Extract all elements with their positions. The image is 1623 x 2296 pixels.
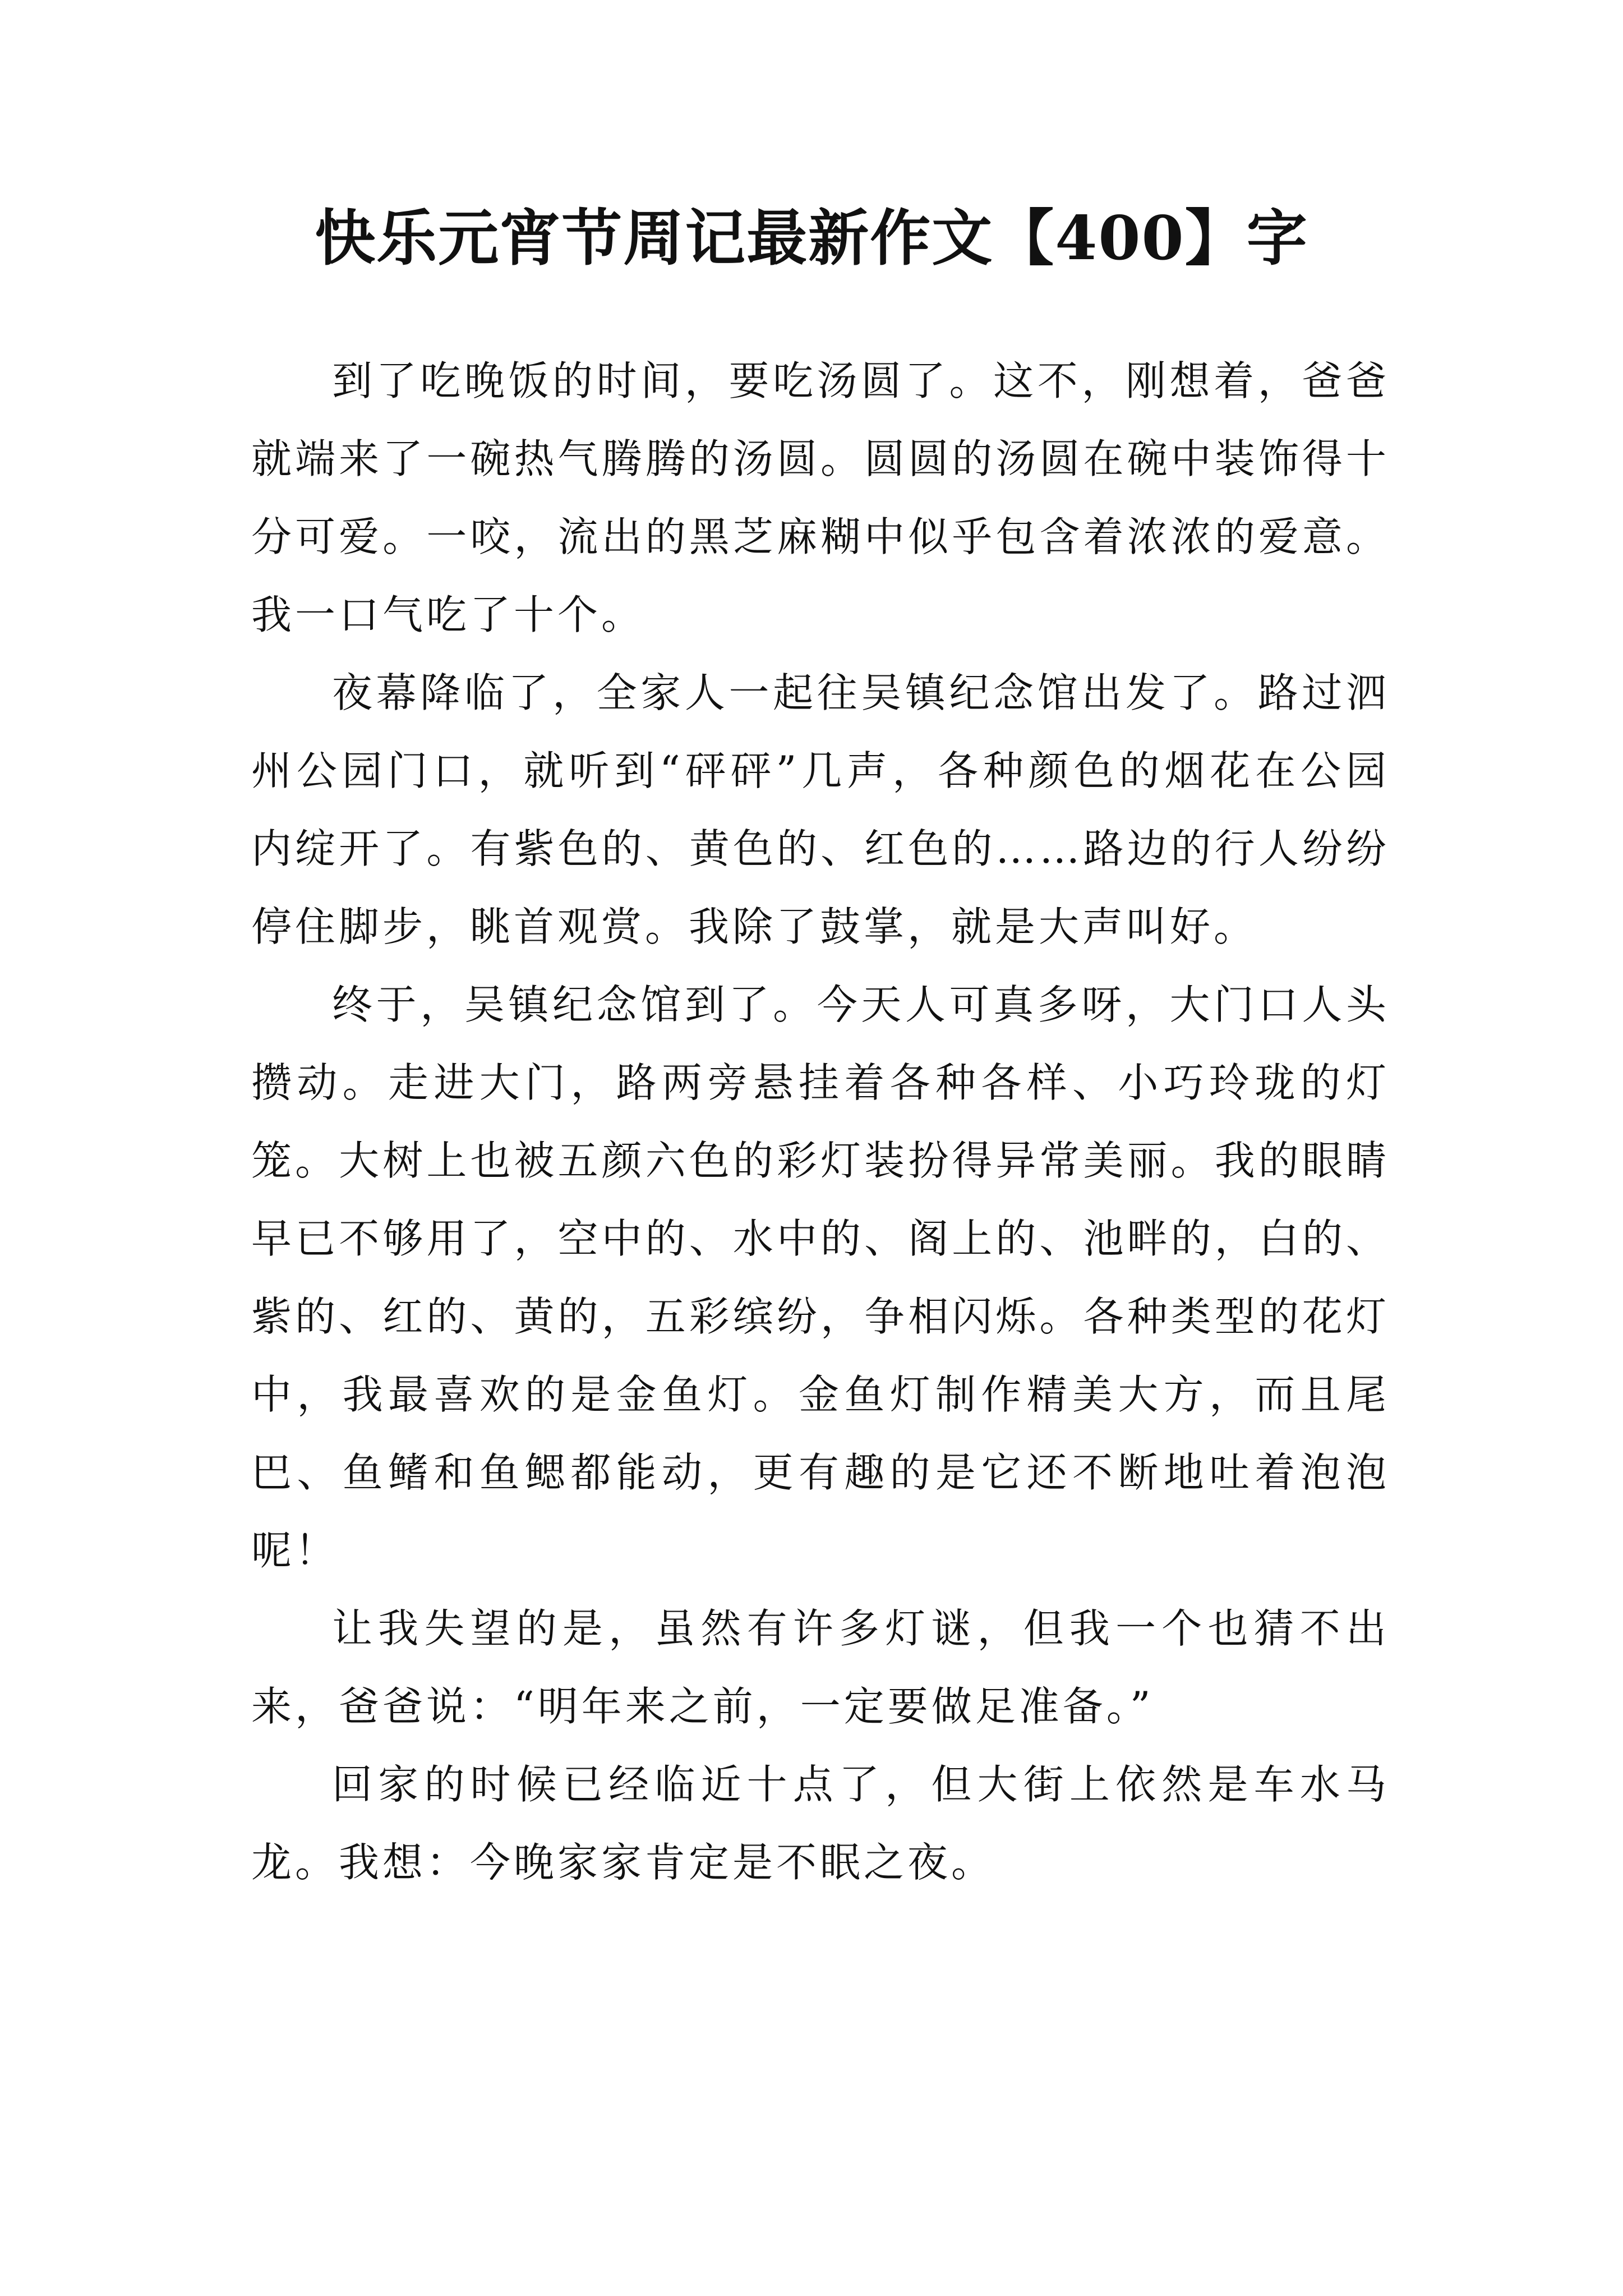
document-title: 快乐元宵节周记最新作文【400】字 (315, 203, 1308, 274)
document-body (251, 342, 1390, 1902)
paragraph: 回家的时候已经临近十点了，但大街上依然是车水马龙。我想：今晚家家肯定是不眠之夜。 (251, 1761, 1390, 1886)
paragraph: 让我失望的是，虽然有许多灯谜，但我一个也猜不出来，爸爸说：“明年来之前，一定要做足准备。” (251, 1605, 1390, 1730)
paragraph: 终于，吴镇纪念馆到了。今天人可真多呀，大门口人头攒动。走进大门，路两旁悬挂着各种各样、小巧玲珑的灯笼。大树上也被五颜六色的彩灯装扮得异常美丽。我的眼睛早已不够用了，空中的、水中的、阁上的、池畔的，白的、紫的、红的、黄的，五彩缤纷，争相闪烁。各种类型的花灯中，我最喜欢的是金鱼灯。金鱼灯制作精美大方，而且尾巴、鱼鳍和鱼鳃都能动，更有趣的是它还不断地吐着泡泡呢！ (251, 981, 1390, 1574)
paragraph: 到了吃晚饭的时间，要吃汤圆了。这不，刚想着，爸爸就端来了一碗热气腾腾的汤圆。圆圆的汤圆在碗中装饰得十分可爱。一咬，流出的黑芝麻糊中似乎包含着浓浓的爱意。我一口气吃了十个。 (251, 357, 1390, 638)
paragraph: 夜幕降临了，全家人一起往吴镇纪念馆出发了。路过泗州公园门口，就听到“砰砰”几声，各种颜色的烟花在公园内绽开了。有紫色的、黄色的、红色的……路边的行人纷纷停住脚步，眺首观赏。我除了鼓掌，就是大声叫好。 (251, 669, 1390, 950)
